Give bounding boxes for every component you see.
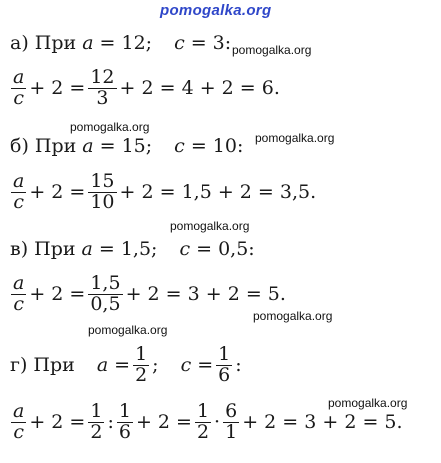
watermark: pomogalka.org <box>328 396 408 410</box>
a-value: = 1,5; <box>98 238 158 260</box>
operator: + 2 = <box>29 77 86 100</box>
operator: + 2 = <box>29 283 86 306</box>
divide-sign: : <box>107 411 114 434</box>
watermark: pomogalka.org <box>255 131 335 145</box>
fraction-value: $\frac{12}{3}$ <box>90 66 115 109</box>
part-g-equation <box>8 402 403 443</box>
c-value: = 3: <box>190 32 232 54</box>
c-value: = 0,5: <box>196 238 255 260</box>
part-label: г) При <box>10 354 75 377</box>
semicolon: ; <box>152 354 159 377</box>
watermark: pomogalka.org <box>88 323 168 337</box>
variable-c: c <box>179 238 191 260</box>
variable-a: a <box>82 32 94 54</box>
a-value: = 12; <box>99 32 153 54</box>
fraction-1: $\frac{1}{2}$ <box>90 400 103 443</box>
watermark: pomogalka.org <box>70 120 150 134</box>
fraction-a-over-c: $\frac{a}{c}$ <box>13 170 25 213</box>
part-v-condition <box>10 238 255 260</box>
variable-c: c <box>180 354 192 377</box>
fraction-value: $\frac{15}{10}$ <box>90 170 115 213</box>
variable-a: a <box>82 135 94 157</box>
result: + 2 = 1,5 + 2 = 3,5. <box>119 181 317 204</box>
part-a-equation <box>8 68 280 109</box>
fraction-a-over-c: $\frac{a}{c}$ <box>13 66 25 109</box>
operator: + 2 = <box>29 411 86 434</box>
result: + 2 = 4 + 2 = 6. <box>119 77 280 100</box>
part-b-condition <box>10 135 243 157</box>
fraction-value: $\frac{1,5}{0,5}$ <box>90 272 121 315</box>
fraction-a-over-c: $\frac{a}{c}$ <box>13 400 25 443</box>
variable-c: c <box>174 135 185 157</box>
part-label: б) При <box>10 135 77 157</box>
result: + 2 = 3 + 2 = 5. <box>242 411 403 434</box>
watermark: pomogalka.org <box>170 219 250 233</box>
part-label: а) При <box>10 32 77 54</box>
result: + 2 = 3 + 2 = 5. <box>125 283 286 306</box>
part-a-condition <box>10 32 231 54</box>
fraction-a-value: $\frac{1}{2}$ <box>135 343 148 386</box>
variable-a: a <box>96 354 109 377</box>
variable-c: c <box>174 32 185 54</box>
fraction-2: $\frac{1}{6}$ <box>118 400 131 443</box>
fraction-3: $\frac{1}{2}$ <box>196 400 210 443</box>
fraction-4: $\frac{6}{1}$ <box>225 400 238 443</box>
part-label: в) При <box>10 238 76 260</box>
part-g-condition <box>10 345 242 386</box>
multiply-dot: · <box>214 411 221 434</box>
watermark: pomogalka.org <box>253 309 333 323</box>
equals: = <box>114 354 131 377</box>
watermark-top[interactable]: pomogalka.org <box>160 2 272 19</box>
watermark: pomogalka.org <box>232 43 312 57</box>
operator: + 2 = <box>29 181 86 204</box>
c-value: = 10: <box>190 135 244 157</box>
fraction-a-over-c: $\frac{a}{c}$ <box>13 272 25 315</box>
part-v-equation <box>8 274 286 315</box>
variable-a: a <box>81 238 93 260</box>
part-b-equation <box>8 172 316 213</box>
colon: : <box>235 354 242 377</box>
a-value: = 15; <box>99 135 153 157</box>
operator: + 2 = <box>135 411 192 434</box>
equals: = <box>197 354 214 377</box>
fraction-c-value: $\frac{1}{6}$ <box>218 343 231 386</box>
